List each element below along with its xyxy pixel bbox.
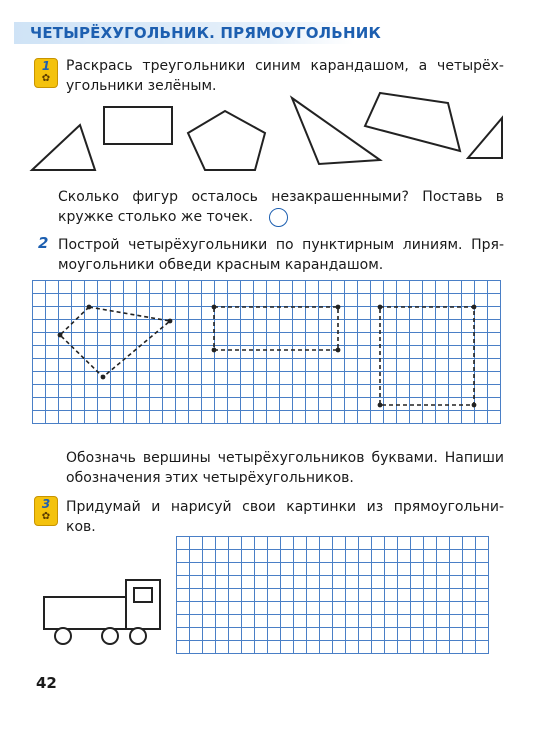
task-1-line-2: угольники зелёным. xyxy=(66,78,217,94)
task-2-line-2: моугольники обведи красным карандашом. xyxy=(58,257,384,273)
bee-icon: ✿ xyxy=(41,511,51,522)
task-3-line-2: ков. xyxy=(66,519,96,535)
truck-body xyxy=(44,597,126,629)
task-2-followup-line-1: Обозначь вершины четырёхугольников буквами. Напиши xyxy=(66,450,504,466)
task-2-number: 2 xyxy=(38,234,49,252)
truck-wheel-2 xyxy=(102,628,118,644)
task-2-followup-line-2: обозначения этих четырёхугольников. xyxy=(66,470,354,486)
task-2-line-1: Построй четырёхугольники по пунктирным линиям. Пря- xyxy=(58,237,504,253)
task-3-number: 3 xyxy=(41,497,51,511)
task-3-line-1: Придумай и нарисуй свои картинки из прямоугольни- xyxy=(66,499,504,515)
task-1-question-line-1: Сколько фигур осталось незакрашенными? Поставь в xyxy=(58,189,504,205)
page-number: 42 xyxy=(36,674,57,692)
task-1-question-line-2: кружке столько же точек. xyxy=(58,209,254,225)
task-1-number: 1 xyxy=(41,59,51,73)
page-title: ЧЕТЫРЁХУГОЛЬНИК. ПРЯМОУГОЛЬНИК xyxy=(30,24,381,42)
task-3-grid[interactable] xyxy=(176,536,489,654)
truck-window xyxy=(134,588,152,602)
truck-wheel-3 xyxy=(130,628,146,644)
bee-icon: ✿ xyxy=(41,73,51,84)
truck-wheel-1 xyxy=(55,628,71,644)
task-1-line-1: Раскрась треугольники синим карандашом, а четырёх- xyxy=(66,58,504,74)
